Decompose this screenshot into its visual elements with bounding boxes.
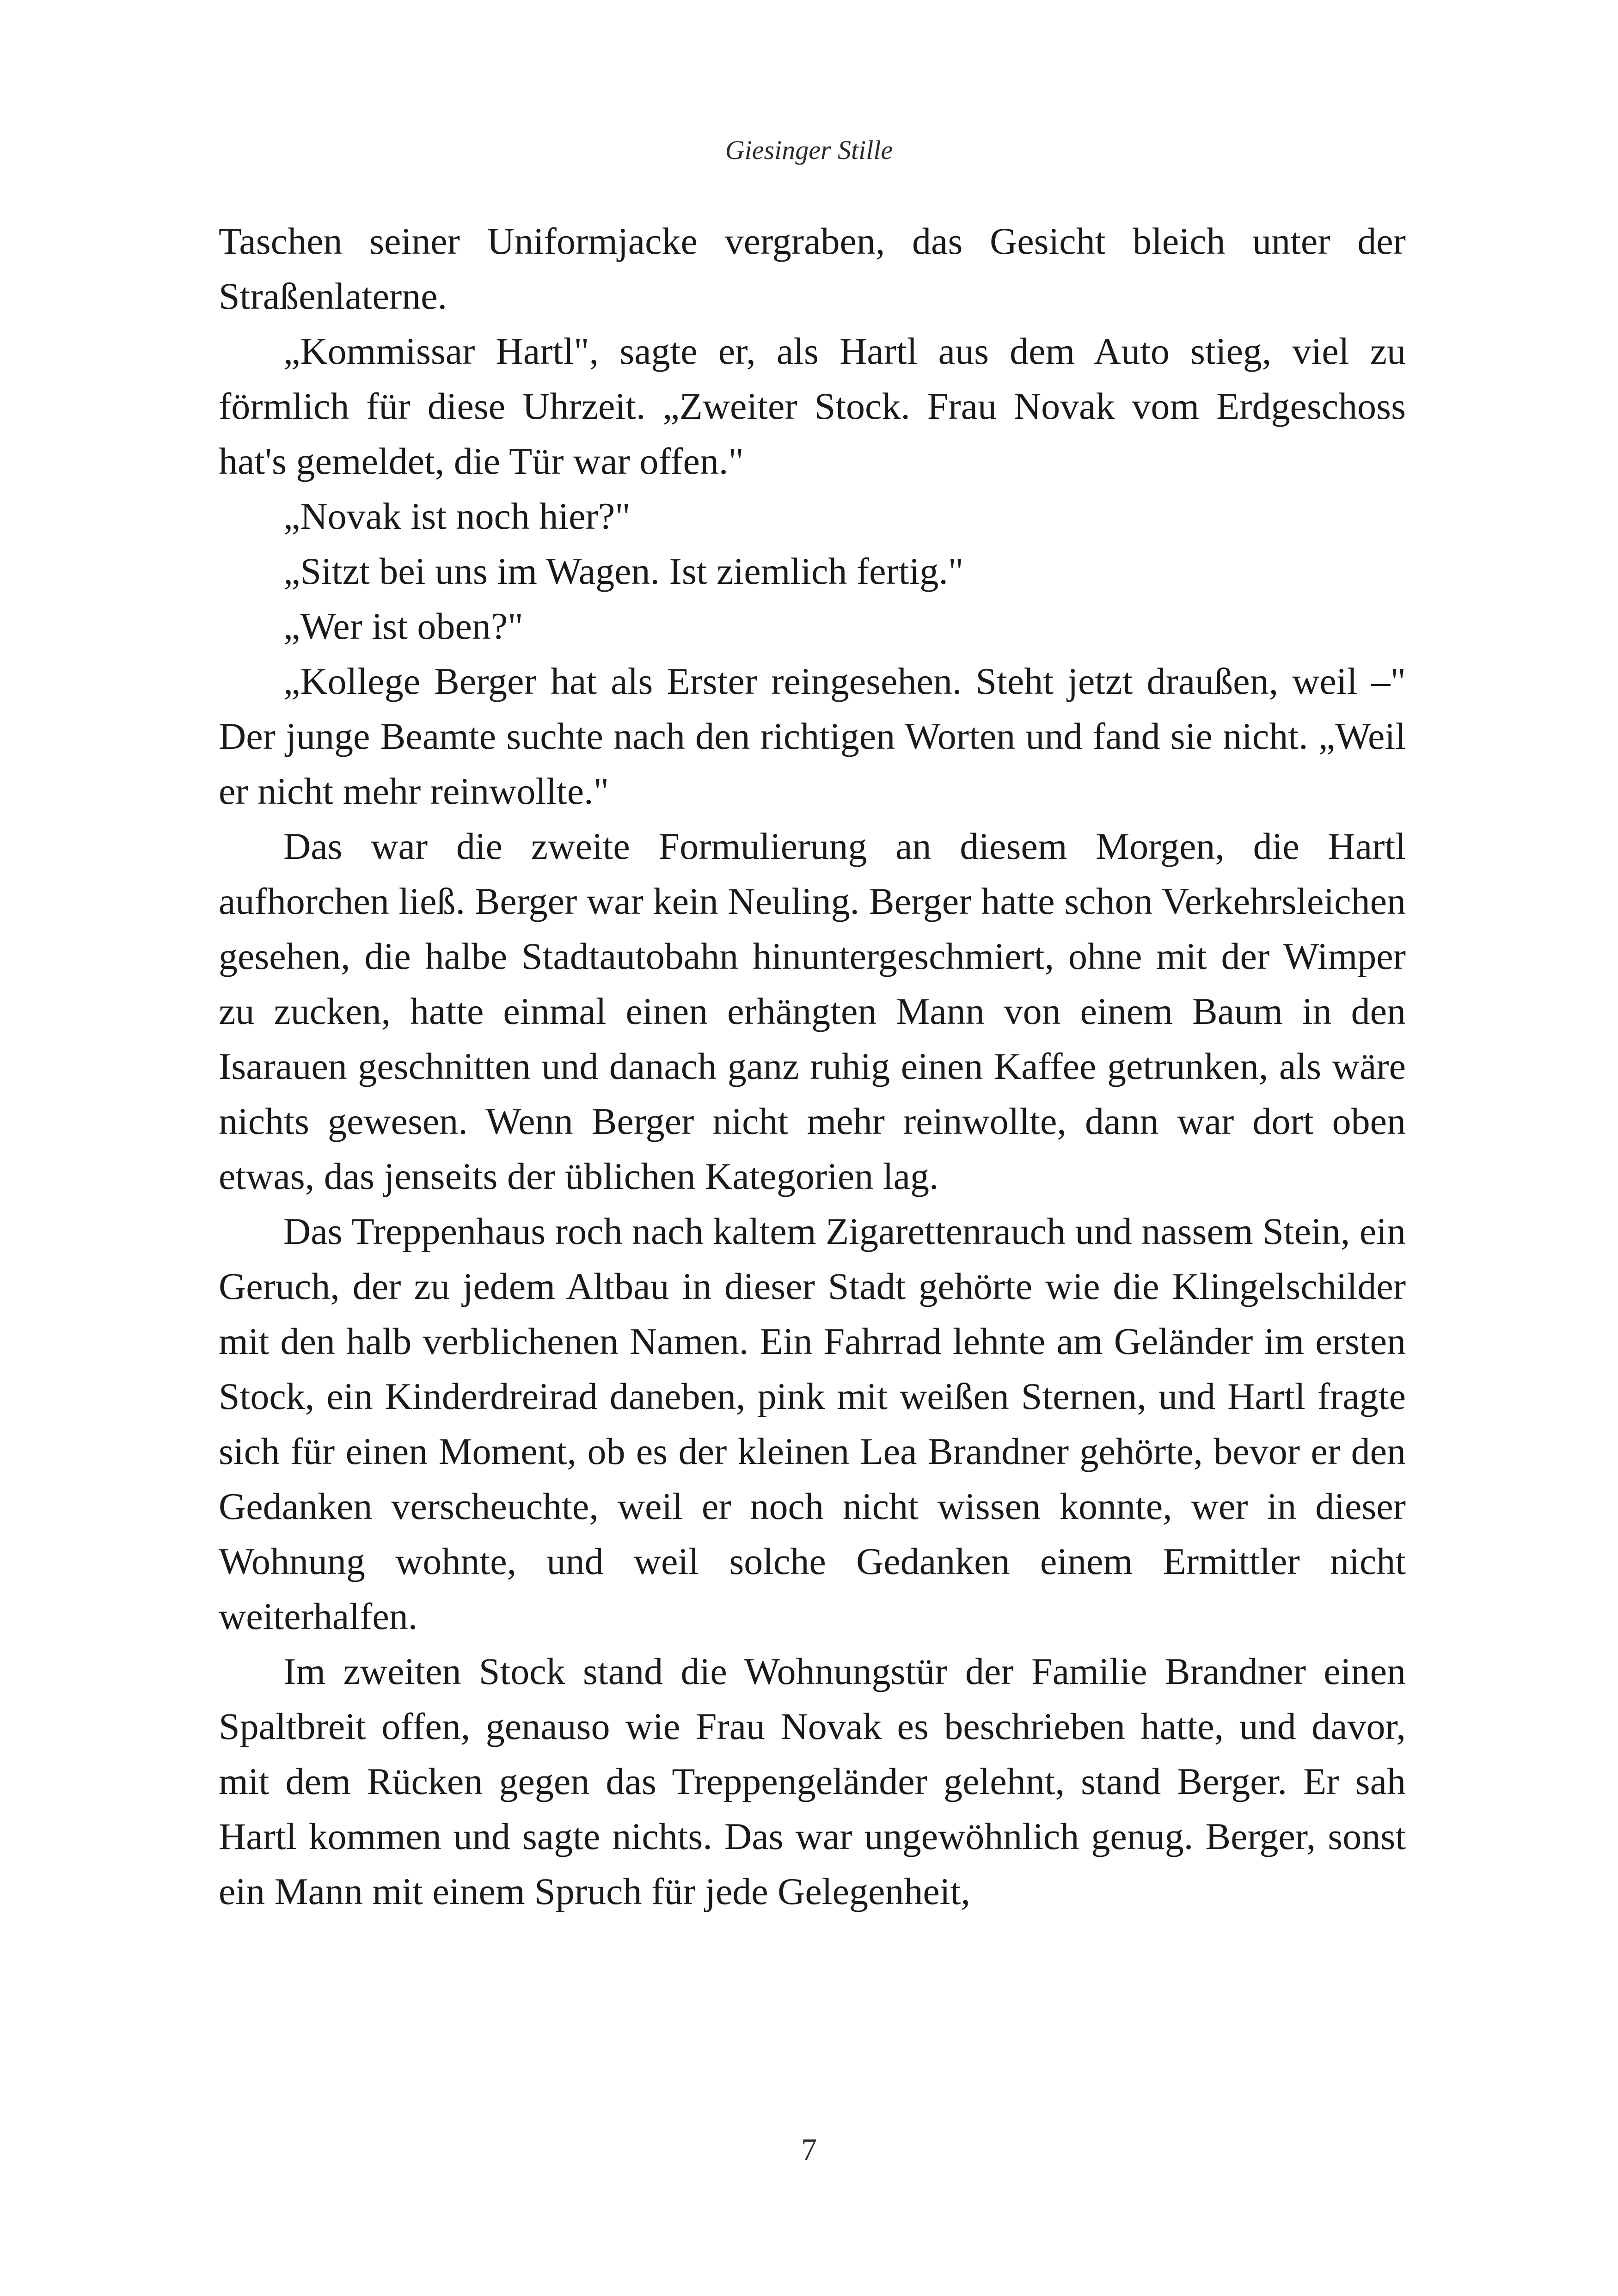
paragraph: Taschen seiner Uniformjacke vergraben, das Gesicht bleich unter der Straßenlaterne.	[219, 220, 1406, 317]
paragraph: „Kommissar Hartl", sagte er, als Hartl aus dem Auto stieg, viel zu förmlich für diese Uhrzeit. „Zweiter Stock. Frau Novak vom Erdgeschoss hat's gemeldet, die Tür war offen."	[219, 330, 1406, 482]
paragraph: „Sitzt bei uns im Wagen. Ist ziemlich fertig."	[283, 550, 964, 592]
page-number: 7	[801, 2132, 817, 2167]
paragraph: „Kollege Berger hat als Erster reingesehen. Steht jetzt draußen, weil –" Der junge Beamte suchte nach den richtigen Worten und fand sie nicht. „Weil er nicht mehr reinwollte."	[219, 660, 1406, 812]
paragraph: Das Treppenhaus roch nach kaltem Zigarettenrauch und nassem Stein, ein Geruch, der zu jedem Altbau in dieser Stadt gehörte wie die Klingelschilder mit den halb verblichenen Namen. Ein Fahrrad lehnte am Geländer im ersten Stock, ein Kinderdreirad daneben, pink mit weißen Sternen, und Hartl fragte sich für einen Moment, ob es der kleinen Lea Brandner gehörte, bevor er den Gedanken verscheuchte, weil er noch nicht wissen konnte, wer in dieser Wohnung wohnte, und weil solche Gedanken einem Ermittler nicht weiterhalfen.	[219, 1210, 1406, 1637]
paragraph: Das war die zweite Formulierung an diesem Morgen, die Hartl aufhorchen ließ. Berger war kein Neuling. Berger hatte schon Verkehrsleichen gesehen, die halbe Stadtautobahn hinuntergeschmiert, ohne mit der Wimper zu zucken, hatte einmal einen erhängten Mann von einem Baum in den Isarauen geschnitten und danach ganz ruhig einen Kaffee getrunken, als wäre nichts gewesen. Wenn Berger nicht mehr reinwollte, dann war dort oben etwas, das jenseits der üblichen Kategorien lag.	[219, 825, 1406, 1197]
paragraph: „Novak ist noch hier?"	[283, 495, 631, 537]
body-text	[219, 214, 1406, 1919]
paragraph: Im zweiten Stock stand die Wohnungstür der Familie Brandner einen Spaltbreit offen, genauso wie Frau Novak es beschrieben hatte, und davor, mit dem Rücken gegen das Treppengeländer gelehnt, stand Berger. Er sah Hartl kommen und sagte nichts. Das war ungewöhnlich genug. Berger, sonst ein Mann mit einem Spruch für jede Gelegenheit,	[219, 1650, 1406, 1912]
running-header: Giesinger Stille	[725, 135, 893, 165]
paragraph: „Wer ist oben?"	[283, 605, 523, 647]
